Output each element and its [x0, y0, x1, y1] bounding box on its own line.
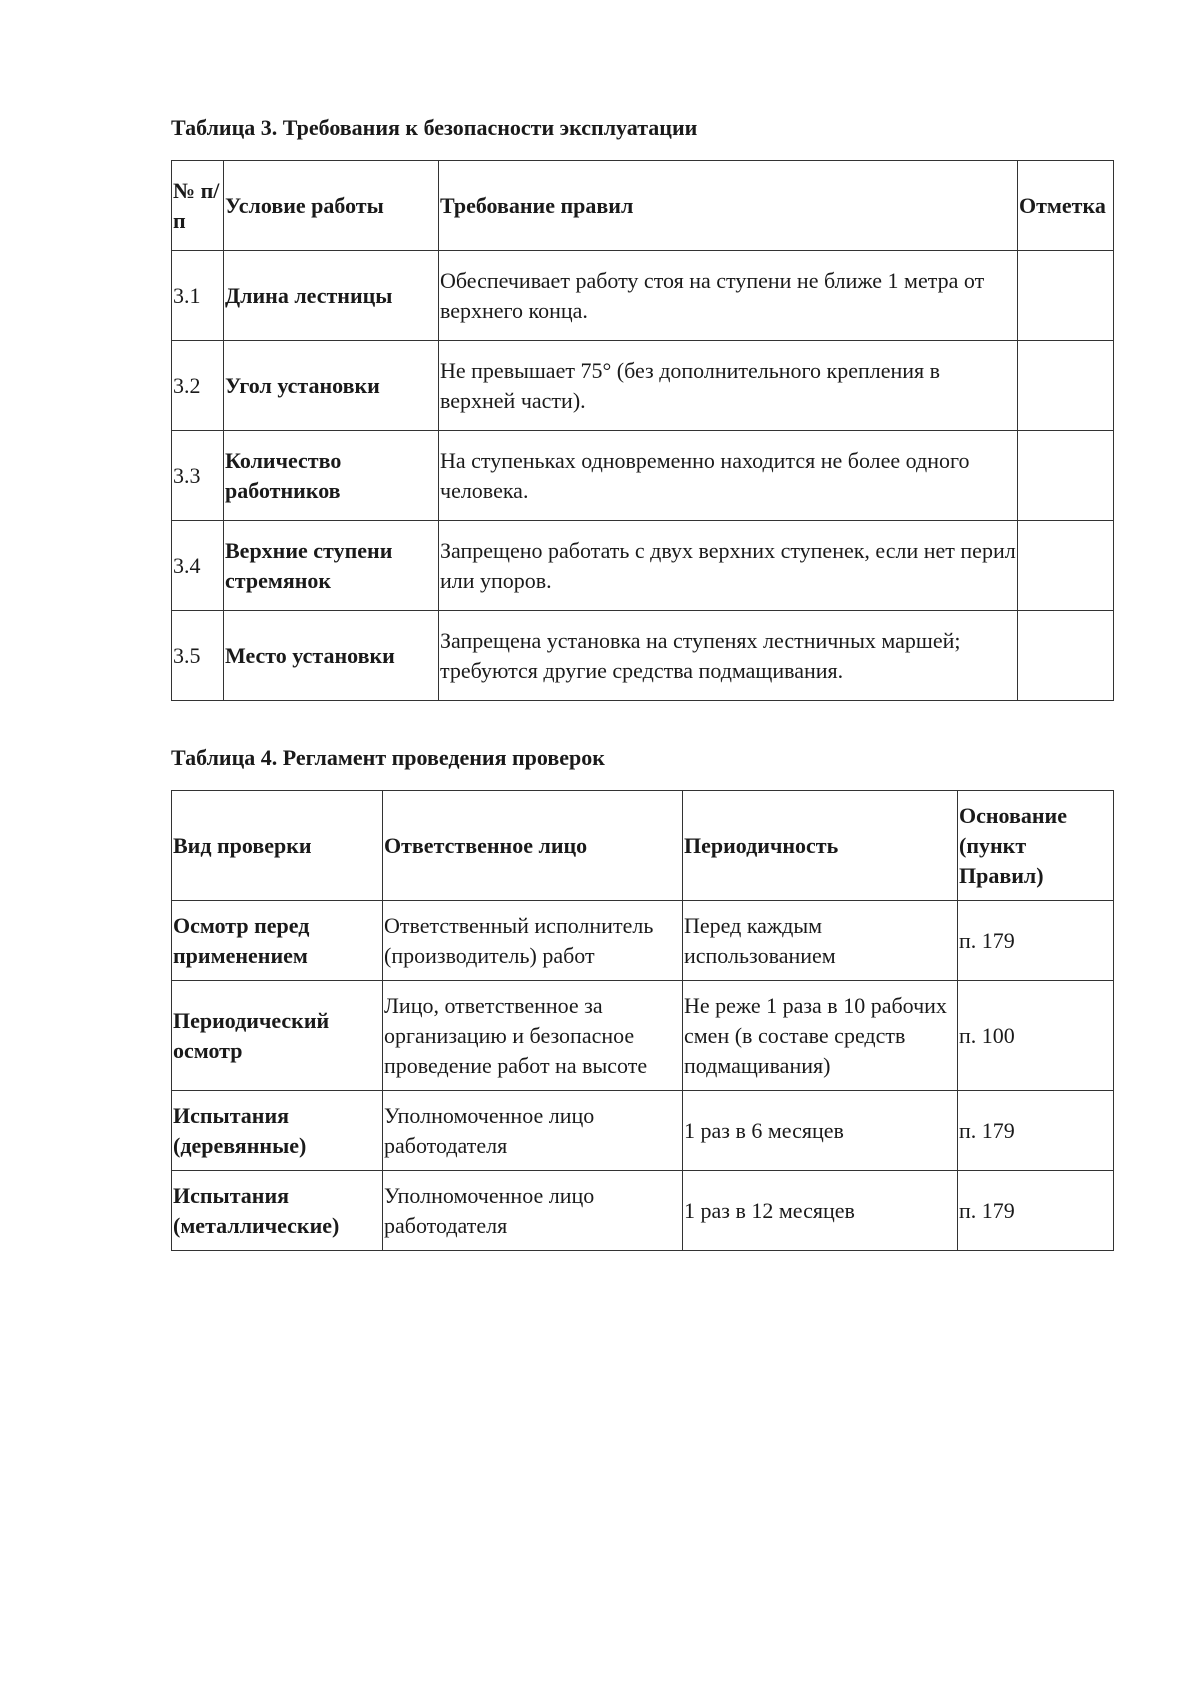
row-number: 3.4: [172, 521, 224, 611]
table-row: [172, 1091, 1114, 1171]
table-row: [172, 1171, 1114, 1251]
row-number: 3.5: [172, 611, 224, 701]
row-period: 1 раз в 12 месяцев: [683, 1171, 958, 1251]
row-requirement: Запрещено работать с двух верхних ступенек, если нет перил или упоров.: [439, 521, 1018, 611]
table-header-row: [172, 791, 1114, 901]
row-period: Не реже 1 раза в 10 рабочих смен (в составе средств подмащивания): [683, 981, 958, 1091]
table-row: [172, 251, 1114, 341]
row-requirement: Обеспечивает работу стоя на ступени не ближе 1 метра от верхнего конца.: [439, 251, 1018, 341]
table-row: [172, 521, 1114, 611]
inspection-schedule-table: [171, 790, 1114, 1251]
row-number: 3.1: [172, 251, 224, 341]
header-period: Периодичность: [683, 791, 958, 901]
row-requirement: Не превышает 75° (без дополнительного крепления в верхней части).: [439, 341, 1018, 431]
row-condition: Длина лестницы: [224, 251, 439, 341]
row-period: 1 раз в 6 месяцев: [683, 1091, 958, 1171]
row-inspection-type: Испытания (деревянные): [172, 1091, 383, 1171]
header-responsible: Ответственное лицо: [383, 791, 683, 901]
row-responsible: Лицо, ответственное за организацию и безопасное проведение работ на высоте: [383, 981, 683, 1091]
row-responsible: Ответственный исполнитель (производитель) работ: [383, 901, 683, 981]
row-mark: [1018, 521, 1114, 611]
row-responsible: Уполномоченное лицо работодателя: [383, 1171, 683, 1251]
row-number: 3.3: [172, 431, 224, 521]
row-basis: п. 179: [958, 1091, 1114, 1171]
row-condition: Верхние ступени стремянок: [224, 521, 439, 611]
row-mark: [1018, 341, 1114, 431]
header-inspection-type: Вид проверки: [172, 791, 383, 901]
row-inspection-type: Испытания (металлические): [172, 1171, 383, 1251]
row-condition: Место установки: [224, 611, 439, 701]
row-condition: Количество работников: [224, 431, 439, 521]
table-row: [172, 431, 1114, 521]
header-mark: Отметка: [1018, 161, 1114, 251]
row-mark: [1018, 431, 1114, 521]
row-inspection-type: Осмотр перед применением: [172, 901, 383, 981]
row-basis: п. 179: [958, 901, 1114, 981]
row-mark: [1018, 251, 1114, 341]
header-requirement: Требование правил: [439, 161, 1018, 251]
row-responsible: Уполномоченное лицо работодателя: [383, 1091, 683, 1171]
header-number: № п/п: [172, 161, 224, 251]
row-basis: п. 179: [958, 1171, 1114, 1251]
safety-requirements-table: [171, 160, 1114, 701]
header-basis: Основание (пункт Правил): [958, 791, 1114, 901]
table-4-caption: Таблица 4. Регламент проведения проверок: [171, 745, 605, 770]
row-requirement: Запрещена установка на ступенях лестничных маршей; требуются другие средства подмащивания.: [439, 611, 1018, 701]
row-mark: [1018, 611, 1114, 701]
row-requirement: На ступеньках одновременно находится не более одного человека.: [439, 431, 1018, 521]
table-header-row: [172, 161, 1114, 251]
table-row: [172, 901, 1114, 981]
table-row: [172, 981, 1114, 1091]
header-condition: Условие работы: [224, 161, 439, 251]
table-row: [172, 341, 1114, 431]
table-3-caption: Таблица 3. Требования к безопасности эксплуатации: [171, 115, 698, 140]
row-number: 3.2: [172, 341, 224, 431]
table-row: [172, 611, 1114, 701]
row-inspection-type: Периодический осмотр: [172, 981, 383, 1091]
row-condition: Угол установки: [224, 341, 439, 431]
row-basis: п. 100: [958, 981, 1114, 1091]
row-period: Перед каждым использованием: [683, 901, 958, 981]
